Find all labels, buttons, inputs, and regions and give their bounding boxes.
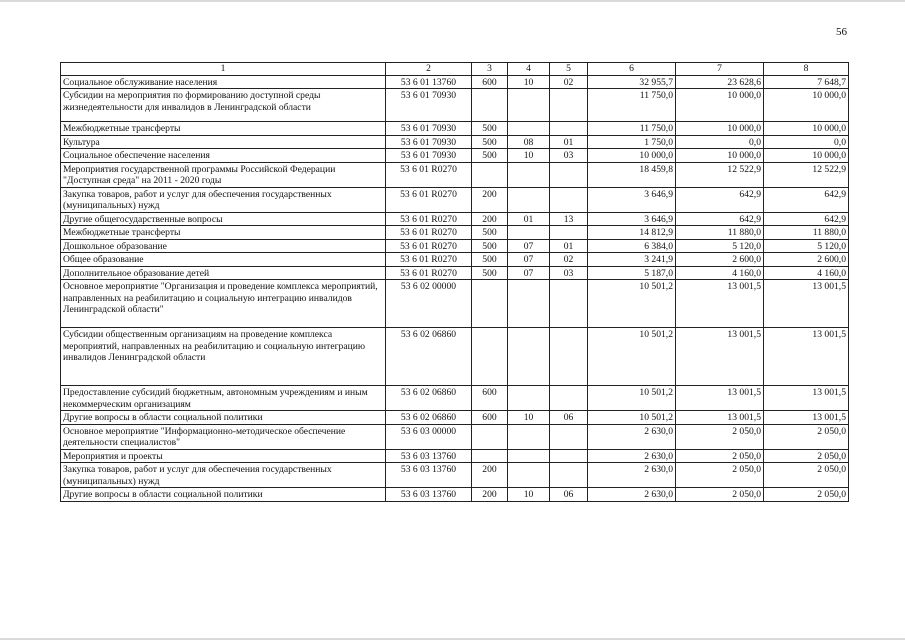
row-value-col8: 10 000,0 — [764, 149, 849, 163]
row-value-col6: 2 630,0 — [588, 424, 676, 449]
row-vr: 200 — [472, 488, 508, 502]
table-row — [61, 75, 849, 89]
row-value-col7: 642,9 — [676, 187, 764, 212]
col-header: 8 — [764, 63, 849, 76]
row-rz — [508, 386, 550, 411]
col-header: 1 — [61, 63, 386, 76]
row-value-col8: 12 522,9 — [764, 162, 849, 187]
row-pr — [550, 463, 588, 488]
row-vr — [472, 89, 508, 122]
row-pr: 02 — [550, 253, 588, 267]
row-value-col8: 13 001,5 — [764, 328, 849, 386]
row-value-col8: 7 648,7 — [764, 75, 849, 89]
row-pr — [550, 424, 588, 449]
row-value-col7: 10 000,0 — [676, 149, 764, 163]
row-value-col8: 2 050,0 — [764, 424, 849, 449]
row-code: 53 6 01 R0270 — [386, 187, 472, 212]
row-pr — [550, 89, 588, 122]
row-vr — [472, 162, 508, 187]
row-value-col6: 2 630,0 — [588, 463, 676, 488]
header-row — [61, 63, 849, 76]
row-pr: 01 — [550, 135, 588, 149]
row-pr — [550, 449, 588, 463]
row-pr: 02 — [550, 75, 588, 89]
row-code: 53 6 02 06860 — [386, 328, 472, 386]
row-code: 53 6 01 R0270 — [386, 239, 472, 253]
row-code: 53 6 01 R0270 — [386, 226, 472, 240]
row-rz — [508, 328, 550, 386]
row-value-col7: 2 050,0 — [676, 449, 764, 463]
row-value-col6: 1 750,0 — [588, 135, 676, 149]
row-code: 53 6 01 R0270 — [386, 212, 472, 226]
row-code: 53 6 01 70930 — [386, 135, 472, 149]
row-value-col8: 2 050,0 — [764, 449, 849, 463]
col-header: 2 — [386, 63, 472, 76]
row-name: Другие вопросы в области социальной политики — [61, 488, 386, 502]
row-rz: 07 — [508, 239, 550, 253]
row-vr: 500 — [472, 226, 508, 240]
row-value-col8: 4 160,0 — [764, 266, 849, 280]
row-value-col8: 2 600,0 — [764, 253, 849, 267]
row-value-col8: 2 050,0 — [764, 463, 849, 488]
row-value-col7: 2 600,0 — [676, 253, 764, 267]
row-code: 53 6 01 70930 — [386, 122, 472, 136]
row-code: 53 6 02 00000 — [386, 280, 472, 328]
row-rz — [508, 280, 550, 328]
table-row — [61, 328, 849, 386]
table-row — [61, 266, 849, 280]
table-row — [61, 253, 849, 267]
row-vr: 500 — [472, 253, 508, 267]
row-rz: 10 — [508, 149, 550, 163]
row-vr — [472, 328, 508, 386]
row-pr — [550, 280, 588, 328]
row-rz — [508, 424, 550, 449]
row-value-col7: 12 522,9 — [676, 162, 764, 187]
row-value-col6: 10 501,2 — [588, 328, 676, 386]
row-vr: 200 — [472, 187, 508, 212]
row-value-col7: 0,0 — [676, 135, 764, 149]
row-vr: 500 — [472, 149, 508, 163]
row-pr — [550, 328, 588, 386]
row-vr: 600 — [472, 411, 508, 425]
row-pr: 03 — [550, 149, 588, 163]
row-pr: 03 — [550, 266, 588, 280]
row-rz: 07 — [508, 253, 550, 267]
row-value-col8: 2 050,0 — [764, 488, 849, 502]
row-vr: 500 — [472, 135, 508, 149]
row-value-col7: 13 001,5 — [676, 280, 764, 328]
row-value-col7: 2 050,0 — [676, 463, 764, 488]
row-code: 53 6 03 13760 — [386, 449, 472, 463]
row-name: Субсидии на мероприятия по формированию доступной среды жизнедеятельности для инвалидов в Ленинградской области — [61, 89, 386, 122]
table-row — [61, 122, 849, 136]
row-name: Основное мероприятие "Информационно-методическое обеспечение деятельности специалистов" — [61, 424, 386, 449]
row-rz: 07 — [508, 266, 550, 280]
table-row — [61, 226, 849, 240]
table-row — [61, 162, 849, 187]
row-name: Социальное обеспечение населения — [61, 149, 386, 163]
row-rz — [508, 187, 550, 212]
row-name: Дошкольное образование — [61, 239, 386, 253]
row-value-col7: 10 000,0 — [676, 122, 764, 136]
row-value-col6: 3 241,9 — [588, 253, 676, 267]
row-rz — [508, 122, 550, 136]
row-name: Другие общегосударственные вопросы — [61, 212, 386, 226]
row-pr: 13 — [550, 212, 588, 226]
row-pr — [550, 226, 588, 240]
table-row — [61, 386, 849, 411]
row-code: 53 6 01 70930 — [386, 149, 472, 163]
row-value-col6: 3 646,9 — [588, 212, 676, 226]
row-value-col6: 10 000,0 — [588, 149, 676, 163]
row-value-col7: 23 628,6 — [676, 75, 764, 89]
row-pr — [550, 122, 588, 136]
row-value-col8: 642,9 — [764, 187, 849, 212]
row-value-col6: 3 646,9 — [588, 187, 676, 212]
row-rz — [508, 449, 550, 463]
row-value-col7: 13 001,5 — [676, 328, 764, 386]
row-code: 53 6 01 R0270 — [386, 266, 472, 280]
col-header: 7 — [676, 63, 764, 76]
page-number: 56 — [836, 26, 847, 38]
row-code: 53 6 03 00000 — [386, 424, 472, 449]
row-value-col6: 14 812,9 — [588, 226, 676, 240]
row-value-col6: 10 501,2 — [588, 386, 676, 411]
row-code: 53 6 01 70930 — [386, 89, 472, 122]
row-rz — [508, 463, 550, 488]
row-value-col8: 13 001,5 — [764, 386, 849, 411]
row-vr: 600 — [472, 386, 508, 411]
row-value-col8: 5 120,0 — [764, 239, 849, 253]
table-row — [61, 187, 849, 212]
row-value-col7: 4 160,0 — [676, 266, 764, 280]
row-value-col7: 2 050,0 — [676, 424, 764, 449]
row-code: 53 6 01 R0270 — [386, 253, 472, 267]
row-vr — [472, 280, 508, 328]
row-name: Закупка товаров, работ и услуг для обеспечения государственных (муниципальных) нужд — [61, 187, 386, 212]
row-value-col7: 13 001,5 — [676, 411, 764, 425]
table-row — [61, 488, 849, 502]
row-value-col8: 13 001,5 — [764, 411, 849, 425]
table-row — [61, 424, 849, 449]
row-rz — [508, 162, 550, 187]
row-value-col6: 5 187,0 — [588, 266, 676, 280]
row-name: Субсидии общественным организациям на проведение комплекса мероприятий, направленных на реабилитацию и социальную интеграцию инвалидов Ленинградской области — [61, 328, 386, 386]
row-code: 53 6 02 06860 — [386, 411, 472, 425]
row-value-col8: 642,9 — [764, 212, 849, 226]
row-vr: 500 — [472, 239, 508, 253]
budget-table — [60, 62, 849, 502]
row-value-col7: 11 880,0 — [676, 226, 764, 240]
row-code: 53 6 01 R0270 — [386, 162, 472, 187]
table-row — [61, 149, 849, 163]
col-header: 4 — [508, 63, 550, 76]
row-value-col6: 6 384,0 — [588, 239, 676, 253]
row-value-col7: 13 001,5 — [676, 386, 764, 411]
row-value-col6: 10 501,2 — [588, 280, 676, 328]
row-rz: 01 — [508, 212, 550, 226]
table-row — [61, 89, 849, 122]
row-value-col8: 10 000,0 — [764, 122, 849, 136]
row-rz — [508, 226, 550, 240]
row-value-col8: 13 001,5 — [764, 280, 849, 328]
row-vr: 500 — [472, 122, 508, 136]
row-value-col8: 0,0 — [764, 135, 849, 149]
row-value-col6: 18 459,8 — [588, 162, 676, 187]
row-name: Межбюджетные трансферты — [61, 122, 386, 136]
row-vr: 600 — [472, 75, 508, 89]
row-vr: 200 — [472, 212, 508, 226]
col-header: 3 — [472, 63, 508, 76]
row-code: 53 6 01 13760 — [386, 75, 472, 89]
row-name: Основное мероприятие "Организация и проведение комплекса мероприятий, направленных на реабилитацию и социальную интеграцию инвалидов Ленинградской области" — [61, 280, 386, 328]
table-row — [61, 239, 849, 253]
table-row — [61, 463, 849, 488]
row-code: 53 6 03 13760 — [386, 463, 472, 488]
row-name: Предоставление субсидий бюджетным, автономным учреждениям и иным некоммерческим организациям — [61, 386, 386, 411]
row-value-col7: 5 120,0 — [676, 239, 764, 253]
row-name: Дополнительное образование детей — [61, 266, 386, 280]
row-vr: 200 — [472, 463, 508, 488]
col-header: 6 — [588, 63, 676, 76]
row-value-col6: 10 501,2 — [588, 411, 676, 425]
row-pr: 06 — [550, 488, 588, 502]
row-value-col7: 2 050,0 — [676, 488, 764, 502]
row-name: Культура — [61, 135, 386, 149]
row-name: Общее образование — [61, 253, 386, 267]
row-code: 53 6 02 06860 — [386, 386, 472, 411]
row-value-col6: 11 750,0 — [588, 89, 676, 122]
row-value-col7: 642,9 — [676, 212, 764, 226]
row-name: Межбюджетные трансферты — [61, 226, 386, 240]
row-pr: 06 — [550, 411, 588, 425]
row-value-col6: 11 750,0 — [588, 122, 676, 136]
row-value-col6: 32 955,7 — [588, 75, 676, 89]
row-rz: 08 — [508, 135, 550, 149]
row-name: Закупка товаров, работ и услуг для обеспечения государственных (муниципальных) нужд — [61, 463, 386, 488]
row-pr — [550, 162, 588, 187]
row-pr — [550, 187, 588, 212]
row-name: Другие вопросы в области социальной политики — [61, 411, 386, 425]
row-value-col7: 10 000,0 — [676, 89, 764, 122]
scan-top-edge — [0, 0, 905, 2]
row-value-col6: 2 630,0 — [588, 449, 676, 463]
row-pr — [550, 386, 588, 411]
table-row — [61, 449, 849, 463]
row-vr — [472, 449, 508, 463]
row-rz: 10 — [508, 488, 550, 502]
table-row — [61, 280, 849, 328]
table-row — [61, 212, 849, 226]
row-name: Мероприятия и проекты — [61, 449, 386, 463]
row-vr: 500 — [472, 266, 508, 280]
row-name: Социальное обслуживание населения — [61, 75, 386, 89]
row-name: Мероприятия государственной программы Российской Федерации "Доступная среда" на 2011 - 2020 годы — [61, 162, 386, 187]
row-value-col6: 2 630,0 — [588, 488, 676, 502]
row-pr: 01 — [550, 239, 588, 253]
row-rz — [508, 89, 550, 122]
row-value-col8: 10 000,0 — [764, 89, 849, 122]
row-code: 53 6 03 13760 — [386, 488, 472, 502]
table-row — [61, 135, 849, 149]
row-rz: 10 — [508, 411, 550, 425]
table-row — [61, 411, 849, 425]
row-rz: 10 — [508, 75, 550, 89]
row-value-col8: 11 880,0 — [764, 226, 849, 240]
col-header: 5 — [550, 63, 588, 76]
row-vr — [472, 424, 508, 449]
